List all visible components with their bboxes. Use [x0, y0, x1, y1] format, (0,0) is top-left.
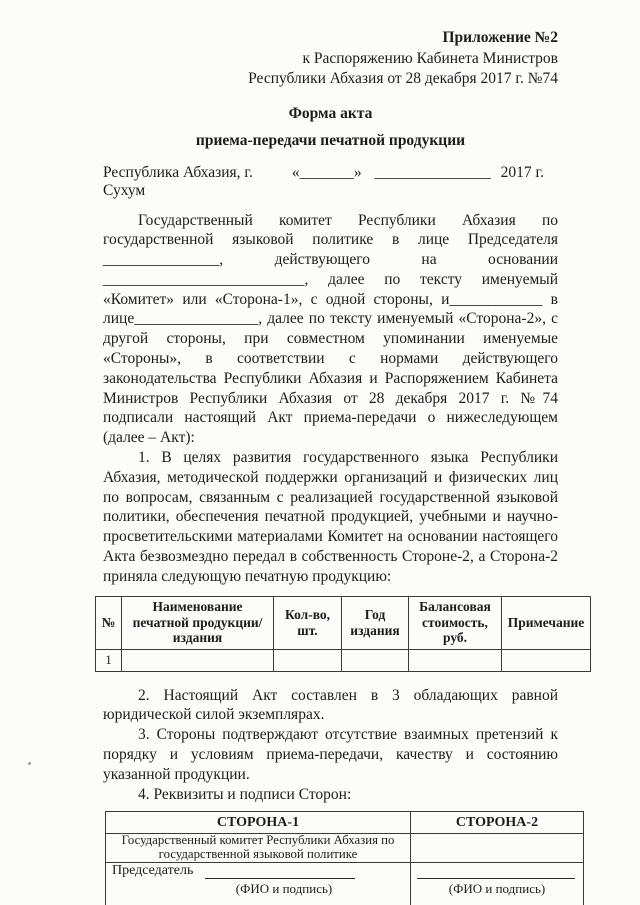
party-1-signature-cell — [106, 863, 411, 905]
party-1-signature-caption: (ФИО и подпись) — [235, 881, 333, 897]
signature-row — [106, 863, 584, 905]
clause-2: 2. Настоящий Акт составлен в 3 обладающих равной юридической силой экземплярах. — [103, 686, 558, 724]
col-number: № — [96, 596, 122, 649]
intro-paragraph: Государственный комитет Республики Абхазия по государственной языковой политике в лице Председателя _______________, действующего на основании __________________________, далее по тексту именуемый «Комитет» или «Сторона-1», с одной стороны, и____________ в лице________________, далее по тексту именуемый «Сторона-2», с другой стороны, при совместном упоминании именуемые «Стороны», в соответствии с нормами действующего законодательства Республики Абхазия и Распоряжением Кабинета Министров Республики Абхазия от 28 декабря 2017 г. №74 подписали настоящий Акт приема-передачи о нижеследующем (далее – Акт): — [103, 211, 558, 447]
annex-line-1: Приложение №2 — [442, 29, 558, 46]
document-title: Форма акта — [288, 104, 373, 122]
col-book-value: Балансовая стоимость, руб. — [409, 596, 502, 649]
month-blank: _______________ — [374, 163, 491, 181]
organization-row — [106, 834, 584, 863]
col-note: Примечание — [502, 596, 591, 649]
party-2-header: СТОРОНА-2 — [411, 812, 584, 834]
scan-speck — [28, 762, 31, 765]
signatures-table — [105, 811, 584, 905]
year-label: 2017 г. — [500, 163, 544, 181]
signatures-header-row — [106, 812, 584, 834]
party-1-organization: Государственный комитет Республики Абхазия по государственной языковой политике — [106, 834, 411, 863]
products-table — [95, 596, 591, 672]
chairman-label: Председатель — [112, 863, 194, 879]
col-name: Наименование печатной продукции/ издания — [122, 596, 274, 649]
cell-book-value — [409, 649, 502, 671]
products-header-row — [96, 596, 591, 649]
cell-quantity — [274, 649, 342, 671]
annex-line-3: Республики Абхазия от 28 декабря 2017 г. №74 — [248, 70, 558, 87]
party-1-header: СТОРОНА-1 — [106, 812, 411, 834]
day-blank: «_______» — [291, 163, 362, 181]
party-2-signature-line-row — [411, 863, 583, 879]
clauses-block — [103, 686, 558, 805]
annex-block — [103, 28, 558, 90]
col-quantity: Кол-во, шт. — [274, 596, 342, 649]
date-blank-group — [292, 164, 558, 200]
cell-note — [502, 649, 591, 671]
col-year: Год издания — [342, 596, 409, 649]
document-subtitle: приема-передачи печатной продукции — [195, 131, 466, 149]
clause-1: 1. В целях развития государственного языка Республики Абхазия, методической поддержки организаций и физических лиц по вопросам, связанным с реализацией государственной языковой политики, обеспечения печатной продукцией, учебными и научно-просветительскими материалами Комитет на основании настоящего Акта безвозмездно передал в собственность Стороне-2, а Сторона-2 приняла следующую печатную продукцию: — [103, 449, 558, 585]
party-1-signature-line-row — [106, 863, 410, 879]
party-2-organization — [411, 834, 584, 863]
party-2-signature-cell — [411, 863, 584, 905]
products-row-1 — [96, 649, 591, 671]
document-content — [101, 28, 585, 905]
clause-4: 4. Реквизиты и подписи Сторон: — [138, 785, 352, 803]
party-1-signature-line — [205, 863, 355, 879]
party-2-signature-caption: (ФИО и подпись) — [448, 881, 546, 897]
place-date-row — [103, 164, 558, 200]
cell-year — [342, 649, 409, 671]
clause-3: 3. Стороны подтверждают отсутствие взаимных претензий к порядку и условиям приема-передачи, качеству и состоянию указанной продукции. — [103, 726, 558, 783]
cell-name — [122, 649, 274, 671]
place-label: Республика Абхазия, г. Сухум — [103, 163, 253, 199]
party-2-signature-line — [417, 863, 575, 879]
cell-number: 1 — [96, 649, 122, 671]
annex-line-2: к Распоряжению Кабинета Министров — [302, 49, 558, 67]
